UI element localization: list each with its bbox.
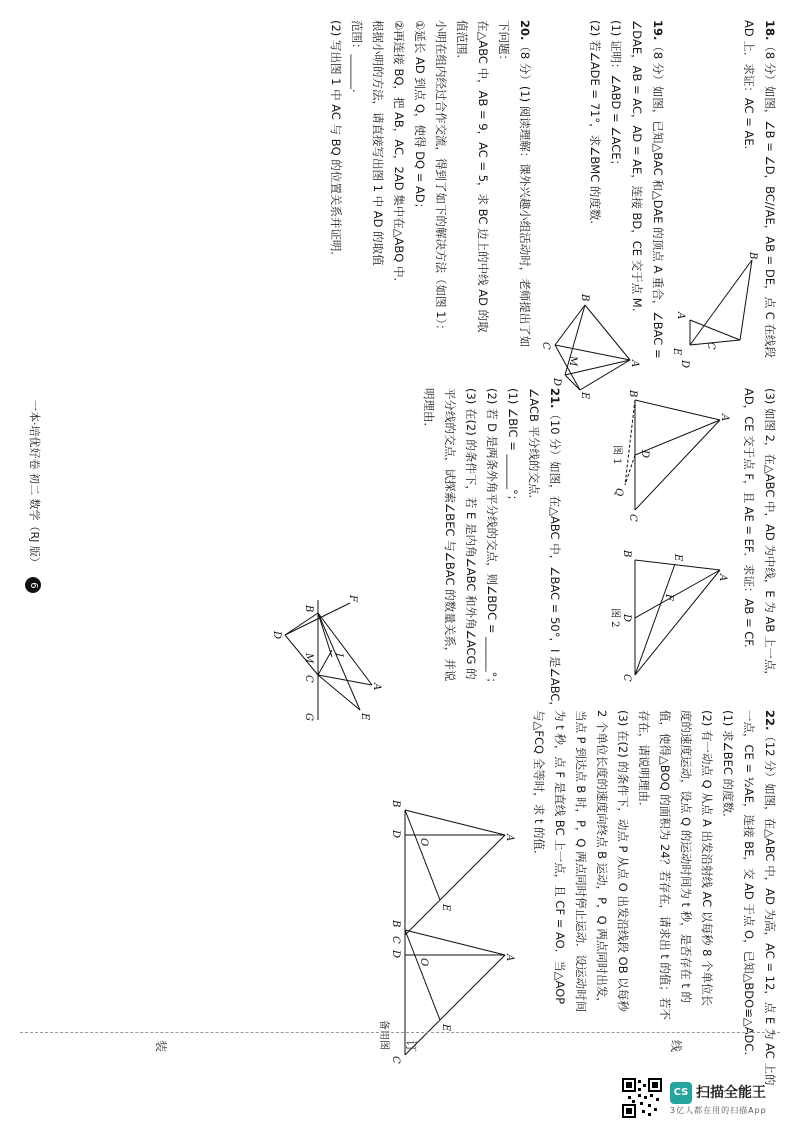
q20-part-3: [738, 388, 780, 682]
fig-label: C: [303, 675, 314, 683]
binding-mark: 订: [404, 1040, 418, 1053]
binding-mark: 装: [154, 1040, 168, 1053]
fig-label: D: [621, 614, 632, 623]
page-number: 6: [25, 577, 41, 593]
fig-label: A: [371, 683, 382, 691]
question-number: 22.: [763, 710, 777, 731]
q20-figure-1: [610, 390, 730, 530]
fig-label: B: [579, 294, 590, 302]
q20-part3-line-2: AD，CE 交于点 F，且 AE = EF．求证：AB = CF.: [742, 388, 756, 648]
q20-figure-2: [610, 550, 730, 690]
q20-line-8: 根据小明的方法，请直接写出图 1 中 AD 的取值: [371, 20, 385, 266]
q19-line-4: (2) 若∠ADE = 71°，求∠BMC 的度数.: [588, 20, 602, 225]
fig-label: E: [359, 713, 370, 721]
question-number: 19.: [651, 20, 665, 41]
fig-label: B: [390, 800, 401, 808]
q22-line-5: 度的速度运动，设点 Q 的运动时间为 t 秒，是否存在 t 的: [679, 710, 693, 1004]
question-21: [418, 388, 565, 713]
fig-label: A: [504, 834, 515, 842]
question-number: 20.: [518, 20, 532, 41]
fig-label: D: [551, 378, 562, 387]
fig-label: B: [747, 252, 758, 260]
binding-mark: 线: [669, 1040, 683, 1053]
fig-label: B: [390, 920, 401, 928]
fig-label: A: [504, 954, 515, 962]
q22-line-6: 值，使得△BOQ 的面积为 24？若存在，请求出 t 的值；若不: [658, 710, 672, 1020]
q19-figure: [540, 290, 640, 400]
fig-label: I: [333, 653, 344, 657]
q20-part3-line-1: (3) 如图 2，在△ABC 中，AD 为中线，E 为 AB 上一点，: [763, 388, 777, 682]
q22-line-7: 存在，请说明理由．: [637, 710, 651, 814]
q22-spare-figure: [375, 920, 515, 1070]
fig-label: C: [390, 1056, 401, 1064]
qr-code: [622, 1078, 662, 1118]
q22-line-12: 与△FCQ 全等时，求 t 的值．: [532, 710, 546, 862]
q21-line-4: (2) 若 D 是两条外角平分线的交点，则∠BDC = ______°；: [485, 388, 499, 689]
q21-line-6: 平分线的交点，试探索∠BEC 与∠BAC 的数量关系，并说: [443, 388, 457, 682]
question-20: [325, 20, 535, 347]
q20-line-7: ②再连接 BQ，把 AB，AC，2AD 集中在△ABQ 中．: [392, 20, 406, 290]
fig-label: D: [271, 631, 282, 640]
q22-line-11: 为 t 秒，点 F 是直线 BC 上一点，且 CF = AO．当△AOP: [553, 710, 567, 1005]
fig-label: A: [719, 414, 730, 422]
q19-line-1: （8 分）如图，已知△BAC 和△DAE 的顶点 A 重合，∠BAC =: [651, 40, 665, 359]
q18-line-2: AD 上．求证：AC = AE.: [742, 20, 756, 150]
fig-label: A: [675, 312, 686, 320]
q20-line-6: ①延长 AD 到点 Q，使得 DQ = AD；: [413, 20, 427, 215]
fig-label: A: [717, 574, 728, 582]
fig-label: D: [679, 360, 690, 369]
q21-line-1: （10 分）如图，在△ABC 中，∠BAC = 50°，I 是∠ABC，: [548, 408, 562, 713]
q18-figure: [670, 250, 760, 370]
q22-line-10: 当点 P 到达点 B 时，P，Q 两点同时停止运动．设运动时间: [574, 710, 588, 1013]
fig-label: D: [390, 950, 401, 959]
fig-label: B: [303, 605, 314, 613]
q20-line-10: (2) 写出图 1 中 AC 与 BQ 的位置关系并证明．: [329, 20, 343, 263]
rotated-page: [20, 20, 780, 1086]
q19-line-3: (1) 证明：∠ABD = ∠ACE；: [609, 20, 623, 172]
fig-label: F: [347, 595, 358, 602]
question-22: [528, 710, 780, 1085]
fig-label: C: [705, 342, 716, 350]
page-footer: [24, 400, 45, 593]
fig-label: E: [671, 348, 682, 356]
fig-label: B: [621, 550, 632, 558]
fig-label: C: [540, 342, 551, 350]
q22-line-8: (3) 在(2) 的条件下，动点 P 从点 O 出发沿线段 OB 以每秒: [616, 710, 630, 1012]
scanner-watermark: [622, 1078, 782, 1118]
app-logo-icon: CS: [670, 1082, 692, 1104]
figure-caption: 图 2: [609, 608, 620, 628]
footer-title: 一本·培优好卷 初二 数学（RJ 版）: [28, 400, 41, 568]
fig-label: B: [627, 390, 638, 398]
q22-line-4: (2) 有一动点 Q 从点 A 出发沿射线 AC 以每秒 8 个单位长: [700, 710, 714, 1007]
q21-line-5: (3) 在(2) 的条件下，若 E 是内角∠ABC 和外角∠ACG 的: [464, 388, 478, 680]
fig-label: C: [390, 936, 401, 944]
fig-label: M: [567, 356, 578, 367]
q20-line-1: （8 分）(1) 阅读理解：课外兴趣小组活动时，老师提出了如: [518, 40, 532, 348]
q22-line-2: 一点，CE = ½AE，连接 BE，交 AD 于点 O，已知△BDO≌△ADC.: [742, 710, 756, 1056]
fig-label: C: [621, 674, 632, 682]
q22-line-9: 2 个单位长度的速度向终点 B 运动，P，Q 两点同时出发，: [595, 710, 609, 1009]
q21-line-7: 明理由．: [422, 388, 436, 434]
question-number: 21.: [548, 388, 562, 409]
fig-label: Q: [613, 488, 624, 497]
fig-label: E: [440, 904, 451, 912]
fig-label: O: [418, 958, 429, 967]
figure-caption: 备用图: [378, 1020, 389, 1050]
q21-figure: [270, 595, 380, 725]
q20-line-9: 范围：______.: [350, 20, 364, 93]
q20-line-3: 在△ABC 中，AB = 9，AC = 5，求 BC 边上的中线 AD 的取: [476, 20, 490, 333]
q20-line-5: 小明在组内经过合作交流，得到了如下的解决方法（如图 1）：: [434, 20, 448, 336]
q21-line-3: (1) ∠BIC = ______°；: [506, 388, 520, 507]
fig-label: A: [629, 360, 640, 368]
question-number: 18.: [763, 20, 777, 41]
fig-label: G: [303, 713, 314, 721]
fig-label: D: [390, 830, 401, 839]
fig-label: E: [672, 554, 683, 562]
q22-line-3: (1) 求∠BEC 的度数．: [721, 710, 735, 825]
q22-line-1: （12 分）如图，在△ABC 中，AD 为高，AC = 12，点 E 为 AC 上的: [763, 730, 777, 1086]
fig-label: D: [639, 450, 650, 459]
fig-label: C: [627, 514, 638, 522]
q21-line-2: ∠ACB 平分线的交点．: [527, 388, 541, 507]
fig-label: O: [418, 838, 429, 847]
fig-label: E: [440, 1024, 451, 1032]
binding-line: [20, 1032, 780, 1033]
fig-label: E: [579, 392, 590, 400]
q20-line-4: 值范围．: [455, 20, 469, 66]
app-tagline: 3亿人都在用的扫描App: [670, 1106, 767, 1115]
fig-label: M: [303, 653, 314, 664]
q20-line-2: 下问题：: [497, 20, 511, 66]
fig-label: F: [663, 594, 674, 601]
app-name: 扫描全能王: [696, 1085, 766, 1101]
q19-line-2: ∠DAE，AB = AC，AD = AE，连接 BD，CE 交于点 M.: [630, 20, 644, 312]
q18-line-1: （8 分）如图，∠B = ∠D，BC//AE，AB = DE，点 C 在线段: [763, 40, 777, 358]
figure-caption: 图 1: [611, 445, 622, 465]
